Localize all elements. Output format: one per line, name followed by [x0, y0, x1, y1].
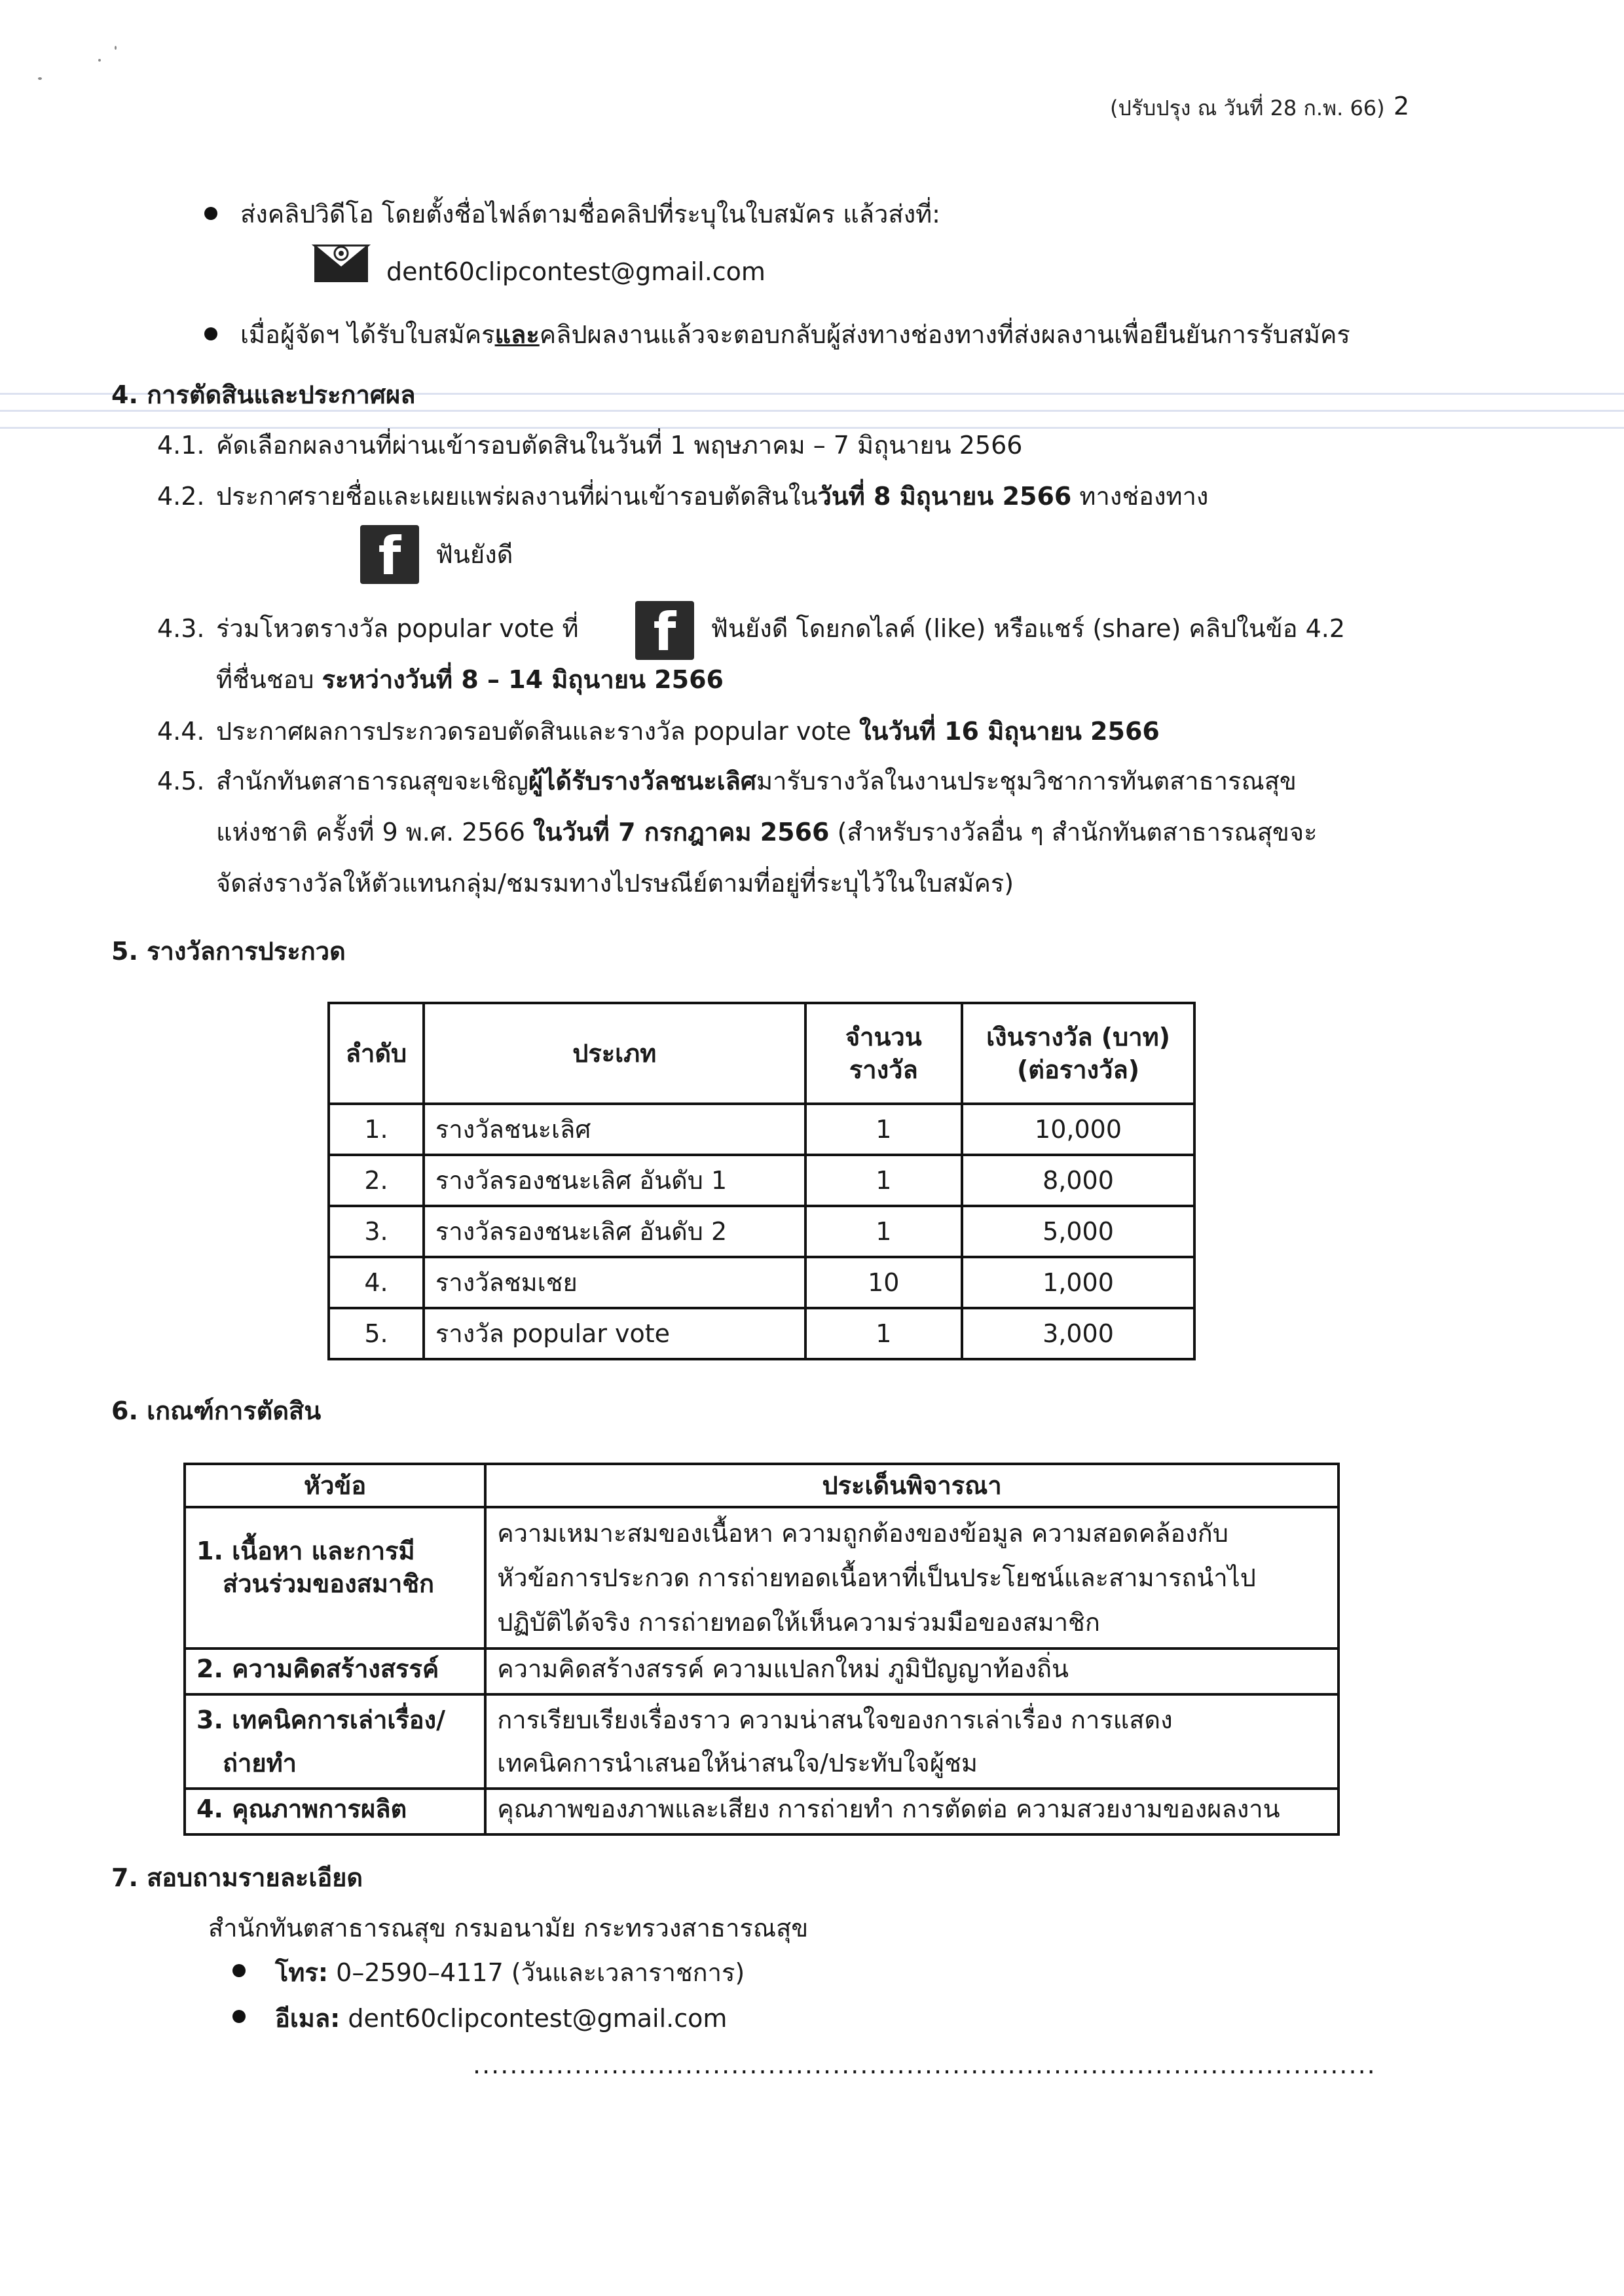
table-row [329, 1206, 1194, 1257]
table-row [185, 1789, 1338, 1834]
rank-cell: 5. [329, 1308, 424, 1359]
section-6-heading: 6. เกณฑ์การตัดสิน [111, 1396, 322, 1425]
table-row [329, 1308, 1194, 1359]
footer-dotted-rule: .................................................................................................. [473, 2050, 1376, 2079]
rank-cell: 1. [329, 1104, 424, 1155]
topic-cell: 3. เทคนิคการเล่าเรื่อง/ ถ่ายทำ [185, 1694, 485, 1789]
criteria-cell: การเรียบเรียงเรื่องราว ความน่าสนใจของการเล่าเรื่อง การแสดง เทคนิคการนำเสนอให้น่าสนใจ/ประทับใจผู้ชม [485, 1694, 1338, 1789]
criteria-table [183, 1463, 1340, 1836]
type-cell: รางวัลรองชนะเลิศ อันดับ 2 [424, 1206, 805, 1257]
bullet [232, 2010, 246, 2023]
rank-cell: 4. [329, 1257, 424, 1308]
col-criteria-header: ประเด็นพิจารณา [485, 1464, 1338, 1507]
table-row [185, 1694, 1338, 1789]
type-cell: รางวัลชมเชย [424, 1257, 805, 1308]
item-4-3-text-cont: ฟันยังดี โดยกดไลค์ (like) หรือแชร์ (share) คลิปในข้อ 4.2 [710, 614, 1346, 643]
item-4-1-number: 4.1. [157, 431, 205, 460]
table-row [185, 1649, 1338, 1694]
item-4-3-line2: ที่ชื่นชอบ ระหว่างวันที่ 8 – 14 มิถุนายน 2566 [216, 665, 724, 694]
table-row [329, 1155, 1194, 1206]
section-5-heading: 5. รางวัลการประกวด [111, 937, 346, 966]
contact-email [275, 2002, 727, 2035]
type-cell: รางวัลชนะเลิศ [424, 1104, 805, 1155]
facebook-icon: f [635, 601, 694, 660]
money-cell: 5,000 [962, 1206, 1194, 1257]
count-cell: 1 [805, 1206, 962, 1257]
item-4-2-number: 4.2. [157, 482, 205, 511]
money-cell: 8,000 [962, 1155, 1194, 1206]
money-cell: 1,000 [962, 1257, 1194, 1308]
bullet [204, 327, 217, 340]
section-7-heading: 7. สอบถามรายละเอียด [111, 1863, 363, 1892]
col-count-header: จำนวน รางวัล [805, 1003, 962, 1104]
scan-speck [38, 77, 42, 80]
phone-value: 0–2590–4117 (วันและเวลาราชการ) [328, 1958, 745, 1987]
item-4-1-text: คัดเลือกผลงานที่ผ่านเข้ารอบตัดสินในวันที่ 1 พฤษภาคม – 7 มิถุนายน 2566 [216, 431, 1023, 460]
revised-date-note: (ปรับปรุง ณ วันที่ 28 ก.พ. 66) [1110, 96, 1385, 120]
criteria-table-header [185, 1464, 1338, 1507]
bullet [232, 1964, 246, 1977]
money-cell: 10,000 [962, 1104, 1194, 1155]
topic-cell: 4. คุณภาพการผลิต [185, 1789, 485, 1834]
item-4-3-number: 4.3. [157, 614, 205, 643]
criteria-cell: ความคิดสร้างสรรค์ ความแปลกใหม่ ภูมิปัญญาท้องถิ่น [485, 1649, 1338, 1694]
table-row [329, 1104, 1194, 1155]
col-money-header: เงินรางวัล (บาท) (ต่อรางวัล) [962, 1003, 1194, 1104]
item-4-5-line1: สำนักทันตสาธารณสุขจะเชิญผู้ได้รับรางวัลชนะเลิศมารับรางวัลในงานประชุมวิชาการทันตสาธารณสุข [216, 767, 1297, 795]
type-cell: รางวัลรองชนะเลิศ อันดับ 1 [424, 1155, 805, 1206]
type-cell: รางวัล popular vote [424, 1308, 805, 1359]
col-topic-header: หัวข้อ [185, 1464, 485, 1507]
col-type-header: ประเภท [424, 1003, 805, 1104]
item-4-4-number: 4.4. [157, 717, 205, 746]
item-4-2-text: ประกาศรายชื่อและเผยแพร่ผลงานที่ผ่านเข้ารอบตัดสินในวันที่ 8 มิถุนายน 2566 ทางช่องทาง [216, 482, 1209, 511]
topic-cell: 2. ความคิดสร้างสรรค์ [185, 1649, 485, 1694]
bullet [204, 207, 217, 220]
topic-cell: 1. เนื้อหา และการมี ส่วนร่วมของสมาชิก [185, 1507, 485, 1649]
envelope-icon [313, 239, 369, 283]
count-cell: 10 [805, 1257, 962, 1308]
col-rank-header: ลำดับ [329, 1003, 424, 1104]
item-4-5-line2: แห่งชาติ ครั้งที่ 9 พ.ศ. 2566 ในวันที่ 7 กรกฎาคม 2566 (สำหรับรางวัลอื่น ๆ สำนักทันตสาธารณสุขจะ [216, 818, 1318, 847]
rank-cell: 3. [329, 1206, 424, 1257]
confirmation-note: เมื่อผู้จัดฯ ได้รับใบสมัครและคลิปผลงานแล้วจะตอบกลับผู้ส่งทางช่องทางที่ส่งผลงานเพื่อยืนยันการรับสมัคร [240, 320, 1350, 349]
facebook-page-name: ฟันยังดี [435, 540, 513, 569]
criteria-cell: คุณภาพของภาพและเสียง การถ่ายทำ การตัดต่อ ความสวยงามของผลงาน [485, 1789, 1338, 1834]
table-row [329, 1257, 1194, 1308]
submission-email: dent60clipcontest@gmail.com [386, 257, 766, 286]
count-cell: 1 [805, 1155, 962, 1206]
rank-cell: 2. [329, 1155, 424, 1206]
item-4-4-text: ประกาศผลการประกวดรอบตัดสินและรางวัล popular vote ในวันที่ 16 มิถุนายน 2566 [216, 717, 1160, 746]
scan-speck [98, 59, 101, 62]
phone-label: โทร: [275, 1958, 329, 1987]
facebook-icon: f [360, 525, 419, 584]
contact-organization: สำนักทันตสาธารณสุข กรมอนามัย กระทรวงสาธารณสุข [208, 1914, 809, 1942]
count-cell: 1 [805, 1104, 962, 1155]
email-label: อีเมล: [275, 2004, 341, 2033]
submission-instruction: ส่งคลิปวิดีโอ โดยตั้งชื่อไฟล์ตามชื่อคลิปที่ระบุในใบสมัคร แล้วส่งที่: [240, 200, 940, 228]
item-4-5-number: 4.5. [157, 767, 205, 795]
count-cell: 1 [805, 1308, 962, 1359]
email-value: dent60clipcontest@gmail.com [340, 2004, 728, 2033]
scan-speck [115, 46, 117, 50]
prize-table-header [329, 1003, 1194, 1104]
contact-phone [275, 1956, 745, 1989]
prize-table [327, 1002, 1196, 1360]
section-4-heading: 4. การตัดสินและประกาศผล [111, 380, 416, 409]
item-4-3-text: ร่วมโหวตรางวัล popular vote ที่ [216, 614, 579, 643]
item-4-5-line3: จัดส่งรางวัลให้ตัวแทนกลุ่ม/ชมรมทางไปรษณีย์ตามที่อยู่ที่ระบุไว้ในใบสมัคร) [216, 869, 1014, 898]
page-number: 2 [1393, 92, 1410, 120]
money-cell: 3,000 [962, 1308, 1194, 1359]
criteria-cell: ความเหมาะสมของเนื้อหา ความถูกต้องของข้อมูล ความสอดคล้องกับ หัวข้อการประกวด การถ่ายทอดเนื้อหาที่เป็นประโยชน์และสามารถนำไป ปฏิบัติได้จริง การถ่ายทอดให้เห็นความร่วมมือของสมาชิก [485, 1507, 1338, 1649]
table-row [185, 1507, 1338, 1649]
